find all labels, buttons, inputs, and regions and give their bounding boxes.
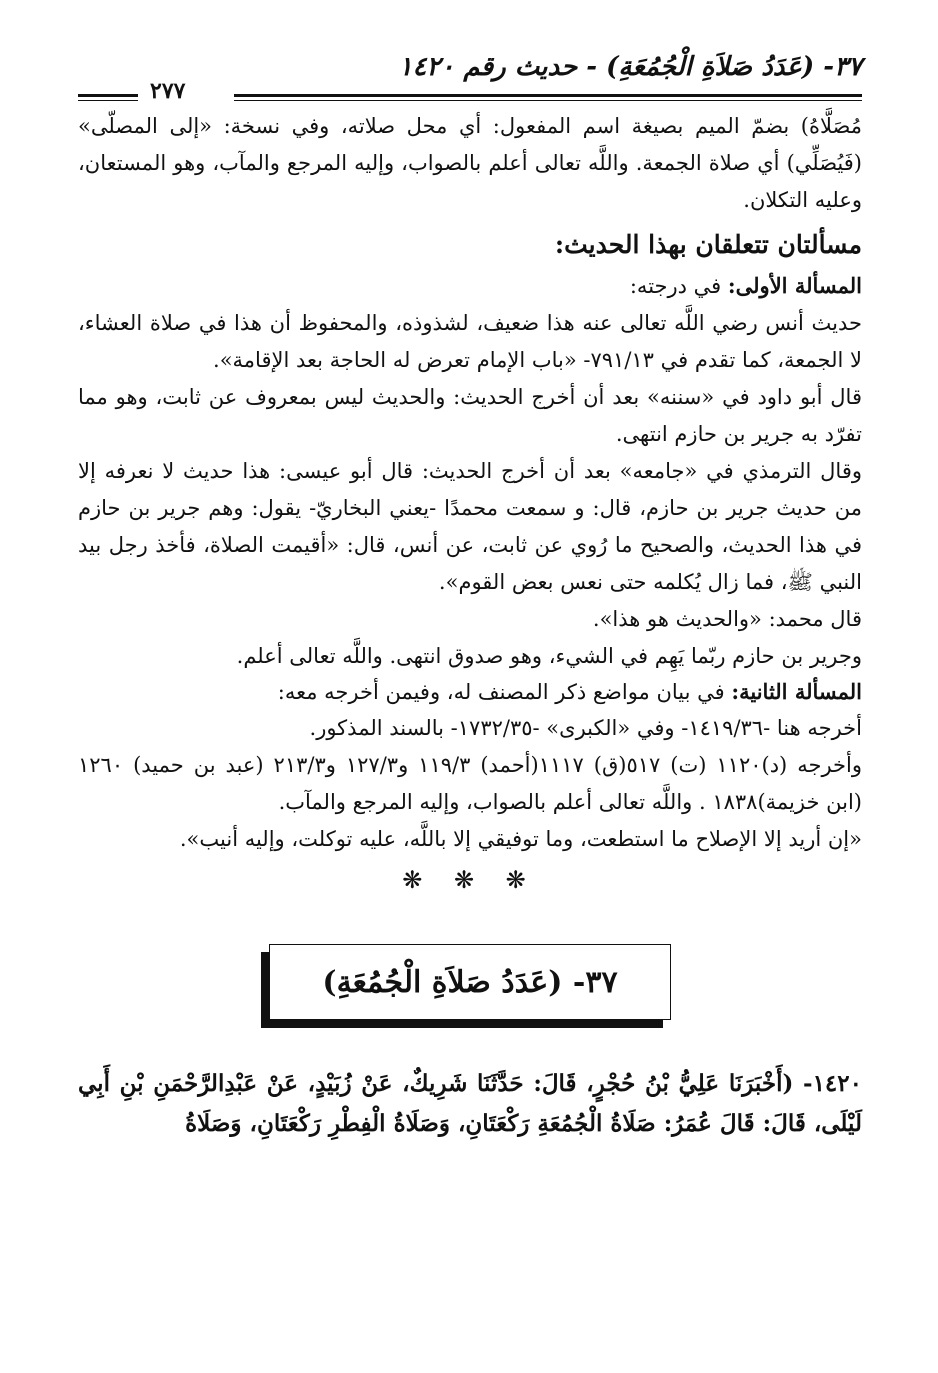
header-rule [78,78,862,108]
paragraph-6: وجرير بن حازم ربّما يَهِم في الشيء، وهو صدوق انتهى. واللَّه تعالى أعلم. [236,644,862,668]
page-number: ٢٧٧ [150,78,186,104]
question-1 [78,267,862,305]
paragraph-4: وقال الترمذي في «جامعه» بعد أن أخرج الحديث: قال أبو عيسى: هذا حديث لا نعرفه إلا من حديث جرير بن حازم، قال: و سمعت محمدًا -يعني البخاريّ- يقول: وهم جرير بن حازم في هذا الحديث، والصحيح ما رُوي عن ثابت، عن أنس، قال: «أقيمت الصلاة، فأخذ رجل بيد النبي ﷺ، فما زال يُكلمه حتى نعس بعض القوم». [78,459,862,594]
hadith-text: ١٤٢٠- (أَخْبَرَنَا عَلِيُّ بْنُ حُجْرٍ، قَالَ: حَدَّثَنَا شَرِيكٌ، عَنْ زُبَيْدٍ، عَنْ عَبْدِالرَّحْمَنِ بْنِ أَبِي لَيْلَى، قَالَ: قَالَ عُمَرُ: صَلَاةُ الْجُمُعَةِ رَكْعَتَانِ، وَصَلَاةُ الْفِطْرِ رَكْعَتَانِ، وَصَلَاةُ [78,1070,862,1137]
section-heading: مسألتان تتعلقان بهذا الحديث: [554,230,862,259]
paragraph-7: أخرجه هنا -١٤١٩/٣٦- وفي «الكبرى» -١٧٣٢/٣٥- بالسند المذكور. [309,716,862,740]
header-rule-long [234,94,862,101]
paragraph-2: حديث أنس رضي اللَّه تعالى عنه هذا ضعيف، لشذوذه، والمحفوظ أن هذا في صلاة العشاء، لا الجمعة، كما تقدم في ٧٩١/١٣- «باب الإمام تعرض له الحاجة بعد الإقامة». [78,311,862,372]
question-2 [78,674,862,710]
paragraph-1: مُصَلَّاهُ) بضمّ الميم بصيغة اسم المفعول: أي محل صلاته، وفي نسخة: «إلى المصلّى» (فَيُصَلِّي) أي صلاة الجمعة. واللَّه تعالى أعلم بالصواب، وإليه المرجع والمآب، وهو المستعان، وعليه التكلان. [78,114,862,212]
question-2-label: المسألة الثانية: [731,679,862,704]
running-title: ٣٧- (عَدَدُ صَلاَةِ الْجُمُعَةِ) - حديث رقم ١٤٢٠ [398,52,862,82]
section-separator: ❋ ❋ ❋ [402,866,538,894]
header-rule-short [78,94,138,101]
chapter-title-box [269,944,671,1020]
paragraph-9: «إن أريد إلا الإصلاح ما استطعت، وما توفيقي إلا باللَّه، عليه توكلت، وإليه أنيب». [179,827,862,851]
question-1-label: المسألة الأولى: [727,273,862,298]
paragraph-8: وأخرجه (د)١١٢٠ (ت) ٥١٧(ق) ١١١٧(أحمد) ١١٩/٣ و١٢٧/٣ و٢١٣/٣ (عبد بن حميد) ١٢٦٠ (ابن خزيمة)١٨٣٨ . واللَّه تعالى أعلم بالصواب، وإليه المرجع والمآب. [78,753,862,814]
paragraph-3: قال أبو داود في «سننه» بعد أن أخرج الحديث: والحديث ليس بمعروف عن ثابت، وهو مما تفرّد به جرير بن حازم انتهى. [78,385,862,446]
chapter-title: ٣٧- (عَدَدُ صَلاَةِ الْجُمُعَةِ) [322,964,618,1000]
question-1-text: في درجته: [629,274,728,298]
question-2-text: في بيان مواضع ذكر المصنف له، وفيمن أخرجه معه: [277,680,732,704]
page [78,48,862,1167]
paragraph-5: قال محمد: «والحديث هو هذا». [592,607,862,631]
